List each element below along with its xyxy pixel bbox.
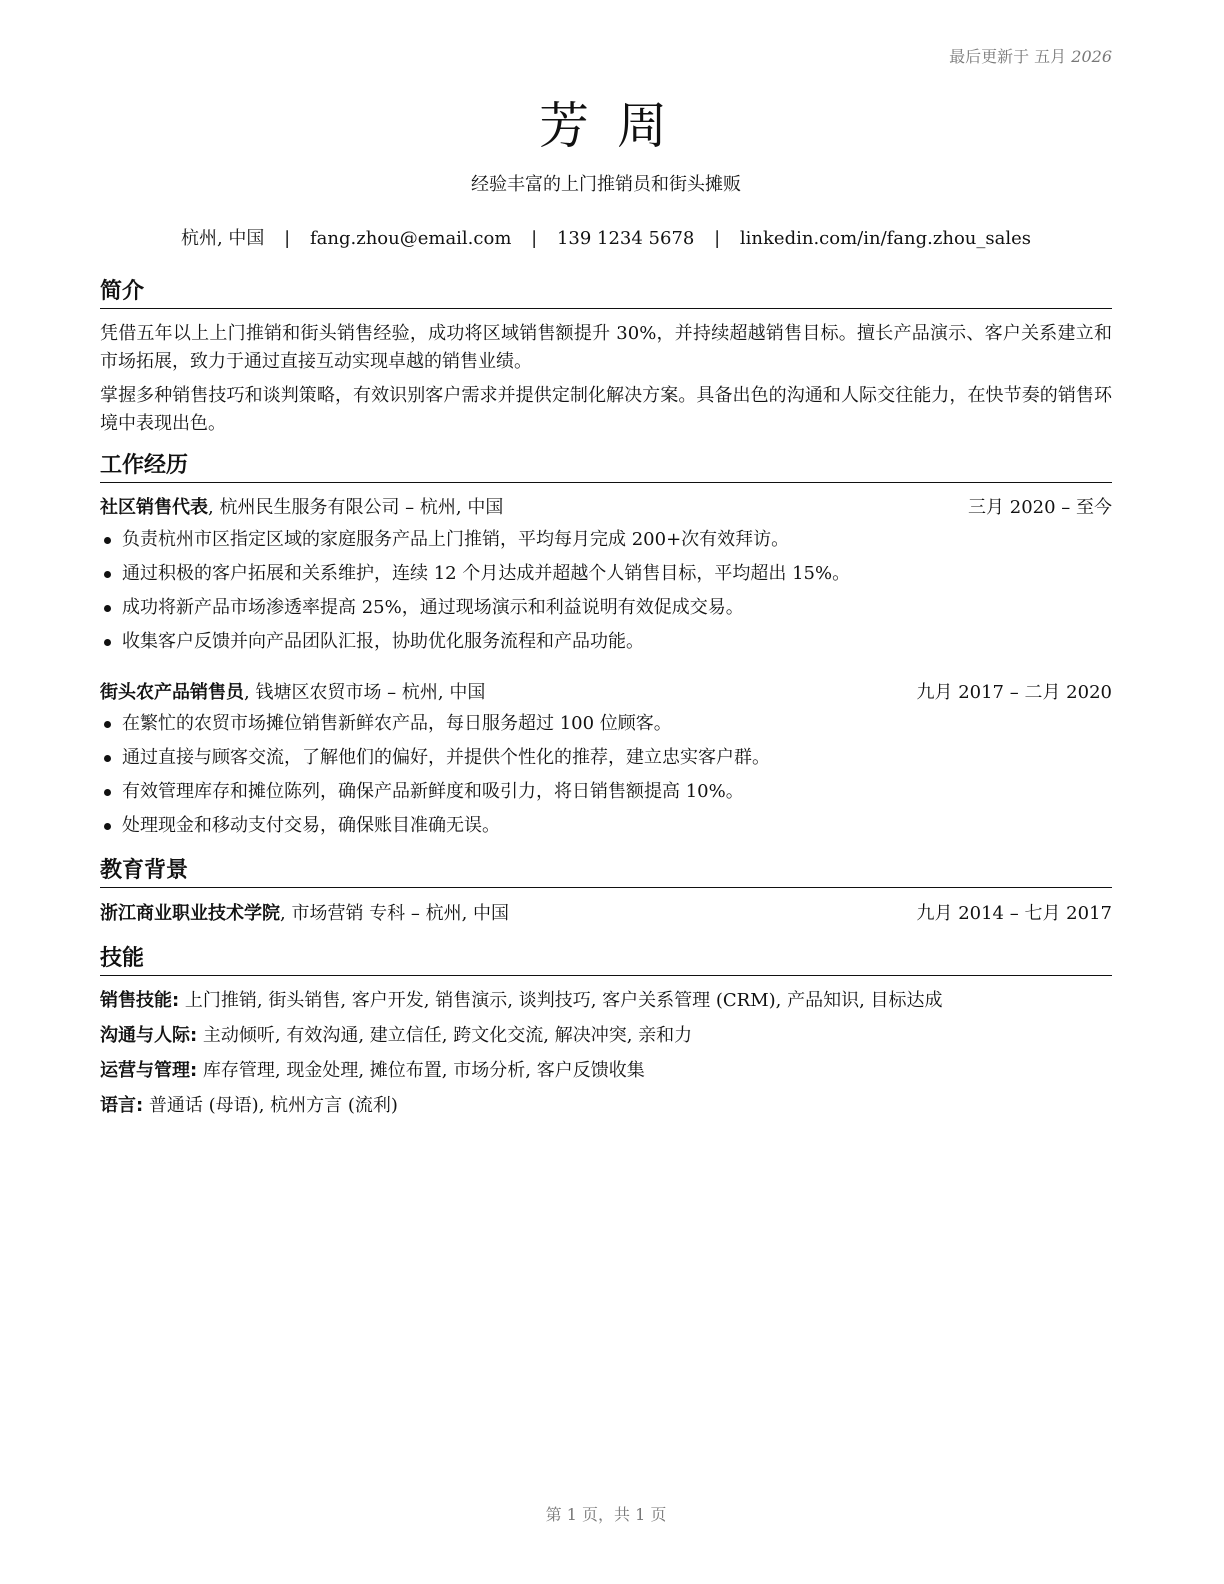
job-org: , 杭州民生服务有限公司 – 杭州, 中国 xyxy=(208,497,504,518)
candidate-tagline: 经验丰富的上门推销员和街头摊贩 xyxy=(471,174,741,195)
job-bullets xyxy=(100,526,1112,662)
education-line xyxy=(100,900,509,928)
job-dates: 九月 2017 – 二月 2020 xyxy=(916,682,1112,703)
last-updated-year: 2026 xyxy=(1071,47,1112,66)
summary-paragraph: 凭借五年以上上门推销和街头销售经验，成功将区域销售额提升 30%，并持续超越销售目标。擅长产品演示、客户关系建立和市场拓展，致力于通过直接互动实现卓越的销售业绩。 xyxy=(100,323,1112,372)
contact-line xyxy=(100,224,1112,250)
contact-linkedin[interactable]: linkedin.com/in/fang.zhou_sales xyxy=(739,228,1031,249)
skill-label: 运营与管理: xyxy=(100,1060,198,1081)
skill-line xyxy=(100,1057,1112,1085)
list-item: 成功将新产品市场渗透率提高 25%，通过现场演示和利益说明有效促成交易。 xyxy=(100,594,1112,628)
job-role: 街头农产品销售员 xyxy=(100,682,244,703)
education-detail: , 市场营销 专科 – 杭州, 中国 xyxy=(280,903,510,924)
last-updated xyxy=(949,44,1112,67)
section-title-summary: 简介 xyxy=(100,278,1112,309)
skill-label: 沟通与人际: xyxy=(100,1025,198,1046)
skill-value: 库存管理, 现金处理, 摊位布置, 市场分析, 客户反馈收集 xyxy=(197,1060,645,1081)
section-title-skills: 技能 xyxy=(100,945,1112,976)
skill-label: 语言: xyxy=(100,1095,144,1116)
list-item: 在繁忙的农贸市场摊位销售新鲜农产品，每日服务超过 100 位顾客。 xyxy=(100,710,1112,744)
candidate-name: 芳 周 xyxy=(539,97,673,155)
contact-separator: | xyxy=(531,228,538,249)
list-item: 处理现金和移动支付交易，确保账目准确无误。 xyxy=(100,812,1112,846)
education-dates: 九月 2014 – 七月 2017 xyxy=(916,903,1112,924)
contact-separator: | xyxy=(284,228,291,249)
last-updated-label: 最后更新于 五月 xyxy=(949,47,1067,66)
job-role: 社区销售代表 xyxy=(100,497,208,518)
skill-line xyxy=(100,1022,1112,1050)
skill-label: 销售技能: xyxy=(100,990,180,1011)
job-org: , 钱塘区农贸市场 – 杭州, 中国 xyxy=(244,682,486,703)
skill-line xyxy=(100,987,1112,1015)
contact-phone: 139 1234 5678 xyxy=(556,228,695,249)
skill-value: 主动倾听, 有效沟通, 建立信任, 跨文化交流, 解决冲突, 亲和力 xyxy=(197,1025,693,1046)
contact-location: 杭州, 中国 xyxy=(180,228,265,249)
skill-value: 上门推销, 街头销售, 客户开发, 销售演示, 谈判技巧, 客户关系管理 (CRM), 产品知识, 目标达成 xyxy=(179,990,943,1011)
contact-separator: | xyxy=(714,228,721,249)
contact-email[interactable]: fang.zhou@email.com xyxy=(309,228,512,249)
job-dates: 三月 2020 – 至今 xyxy=(968,497,1112,518)
skill-value: 普通话 (母语), 杭州方言 (流利) xyxy=(143,1095,398,1116)
resume-page xyxy=(100,0,1112,1584)
job-title-line xyxy=(100,494,503,522)
skill-line xyxy=(100,1092,1112,1120)
job-bullets xyxy=(100,710,1112,846)
list-item: 通过积极的客户拓展和关系维护，连续 12 个月达成并超越个人销售目标，平均超出 15%。 xyxy=(100,560,1112,594)
section-title-education: 教育背景 xyxy=(100,857,1112,888)
education-school: 浙江商业职业技术学院 xyxy=(100,903,280,924)
summary-paragraph: 掌握多种销售技巧和谈判策略，有效识别客户需求并提供定制化解决方案。具备出色的沟通和人际交往能力，在快节奏的销售环境中表现出色。 xyxy=(100,385,1112,434)
section-title-experience: 工作经历 xyxy=(100,452,1112,483)
list-item: 有效管理库存和摊位陈列，确保产品新鲜度和吸引力，将日销售额提高 10%。 xyxy=(100,778,1112,812)
list-item: 收集客户反馈并向产品团队汇报，协助优化服务流程和产品功能。 xyxy=(100,628,1112,662)
page-footer: 第 1 页，共 1 页 xyxy=(545,1505,667,1524)
list-item: 负责杭州市区指定区域的家庭服务产品上门推销，平均每月完成 200+次有效拜访。 xyxy=(100,526,1112,560)
job-title-line xyxy=(100,679,485,707)
list-item: 通过直接与顾客交流，了解他们的偏好，并提供个性化的推荐，建立忠实客户群。 xyxy=(100,744,1112,778)
